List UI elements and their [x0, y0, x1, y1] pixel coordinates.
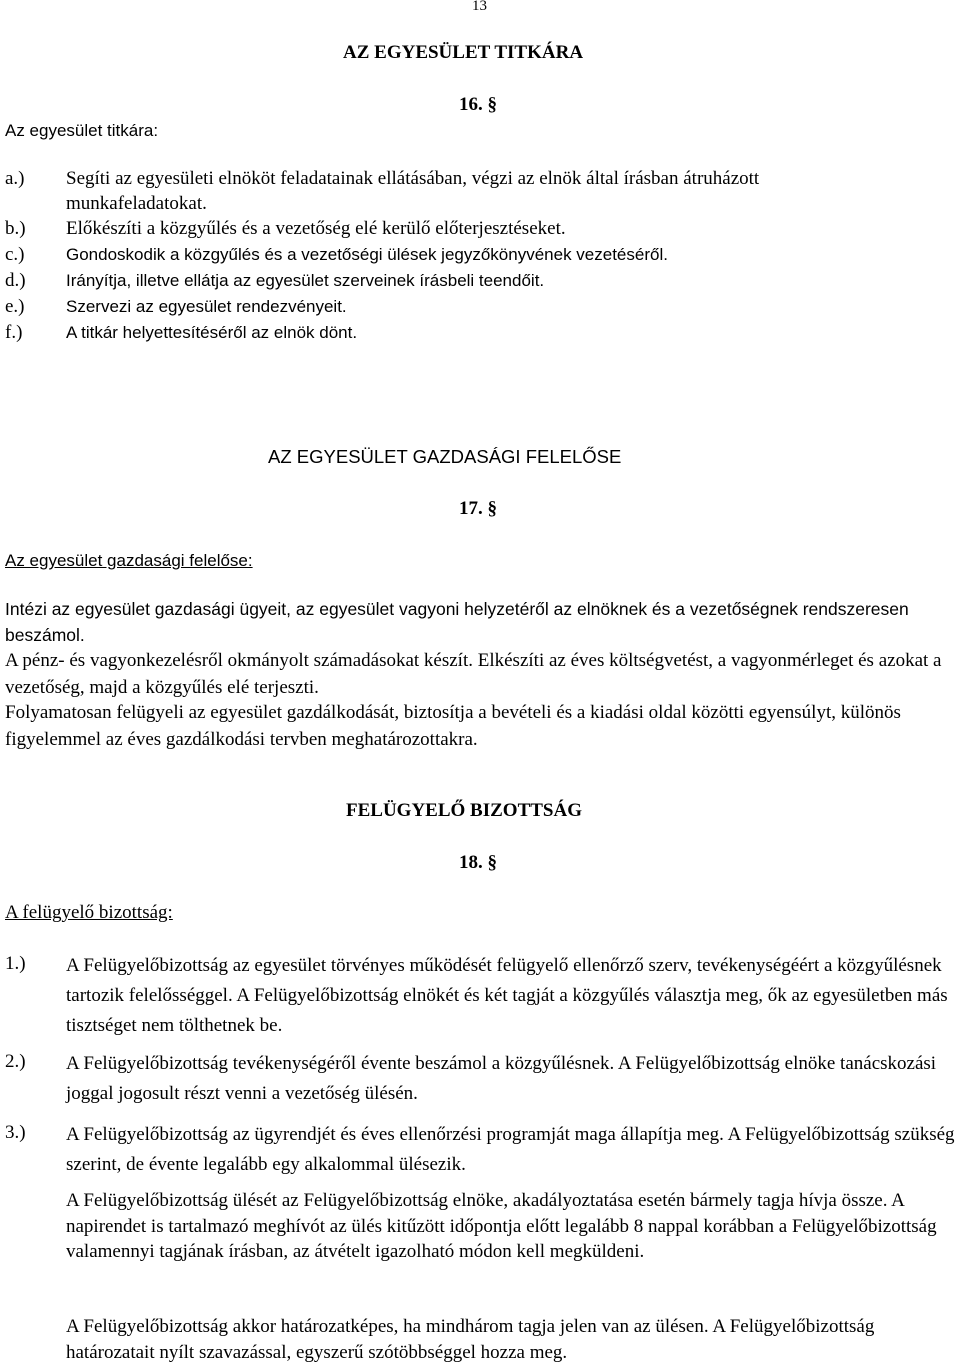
list-item-label: 3.) [5, 1122, 26, 1143]
section-18-title: FELÜGYELŐ BIZOTTSÁG [346, 800, 582, 821]
section-18-paragraph: A Felügyelőbizottság akkor határozatképes, ha mindhárom tagja jelen van az ülésen. A Felügyelőbizottság határozatait nyílt szavazással, egyszerű szótöbbséggel hozza meg. [66, 1316, 875, 1363]
list-item-label: e.) [5, 296, 25, 317]
section-18-intro: A felügyelő bizottság: [5, 902, 173, 923]
list-item-label: c.) [5, 244, 25, 265]
section-17-title: AZ EGYESÜLET GAZDASÁGI FELELŐSE [268, 446, 622, 467]
section-16-number: 16. § [459, 94, 497, 115]
section-17-paragraph: Intézi az egyesület gazdasági ügyeit, az egyesület vagyoni helyzetéről az elnöknek és a vezetőségnek rendszeresen beszámol. [5, 599, 909, 645]
list-item-text: A Felügyelőbizottság az egyesület törvényes működését felügyelő ellenőrző szerv, tevékenységéért a közgyűlésnek tartozik felelősséggel. A Felügyelőbizottság elnökét és két tagját a közgyűlés választja meg, ők az egyesületben más tisztséget nem tölthetnek be. [66, 955, 948, 1036]
list-item-label: b.) [5, 218, 26, 239]
list-item-text: Segíti az egyesületi elnököt feladatainak ellátásában, végzi az elnök által írásban átruházott [66, 168, 760, 189]
list-item-label: 2.) [5, 1051, 26, 1072]
list-item-label: d.) [5, 270, 26, 291]
list-item-text: Irányítja, illetve ellátja az egyesület szerveinek írásbeli teendőit. [66, 271, 545, 290]
list-item-text: Szervezi az egyesület rendezvényeit. [66, 297, 347, 316]
page-number: 13 [472, 0, 487, 14]
section-16-title: AZ EGYESÜLET TITKÁRA [343, 42, 584, 63]
section-17-number: 17. § [459, 498, 497, 519]
section-17-paragraph: A pénz- és vagyonkezelésről okmányolt számadásokat készít. Elkészíti az éves költségvetést, a vagyonmérleget és azokat a vezetőség, majd a közgyűlés elé terjeszti. [5, 650, 942, 698]
section-18-number: 18. § [459, 852, 497, 873]
section-17-paragraph: Folyamatosan felügyeli az egyesület gazdálkodását, biztosítja a bevételi és a kiadási oldal közötti egyensúlyt, különös figyelemmel az éves gazdálkodási tervben meghatározottakra. [5, 702, 901, 750]
list-item-text: A titkár helyettesítéséről az elnök dönt. [66, 323, 358, 342]
list-item-text: A Felügyelőbizottság tevékenységéről évente beszámol a közgyűlésnek. A Felügyelőbizottság elnöke tanácskozási joggal jogosult részt venni a vezetőség ülésén. [66, 1053, 937, 1104]
section-16-intro: Az egyesület titkára: [5, 121, 159, 140]
list-item-label: f.) [5, 322, 23, 343]
list-item-label: 1.) [5, 953, 26, 974]
list-item-text: Előkészíti a közgyűlés és a vezetőség elé kerülő előterjesztéseket. [66, 218, 566, 239]
section-18-paragraph: A Felügyelőbizottság ülését az Felügyelőbizottság elnöke, akadályoztatása esetén bármely tagja hívja össze. A napirendet is tartalmazó meghívót az ülés kitűzött időpontja előtt legalább 8 nappal korábban a Felügyelőbizottság valamennyi tagjának írásban, az átvételt igazolható módon kell megküldeni. [66, 1190, 937, 1262]
section-17-intro: Az egyesület gazdasági felelőse: [5, 551, 253, 570]
list-item-text: A Felügyelőbizottság az ügyrendjét és éves ellenőrzési programját maga állapítja meg. A Felügyelőbizottság szükség szerint, de évente legalább egy alkalommal ülésezik. [66, 1124, 955, 1175]
list-item-text: Gondoskodik a közgyűlés és a vezetőségi ülések jegyzőkönyvének vezetéséről. [66, 245, 668, 264]
list-item-label: a.) [5, 168, 25, 189]
list-item-text: munkafeladatokat. [66, 193, 207, 214]
